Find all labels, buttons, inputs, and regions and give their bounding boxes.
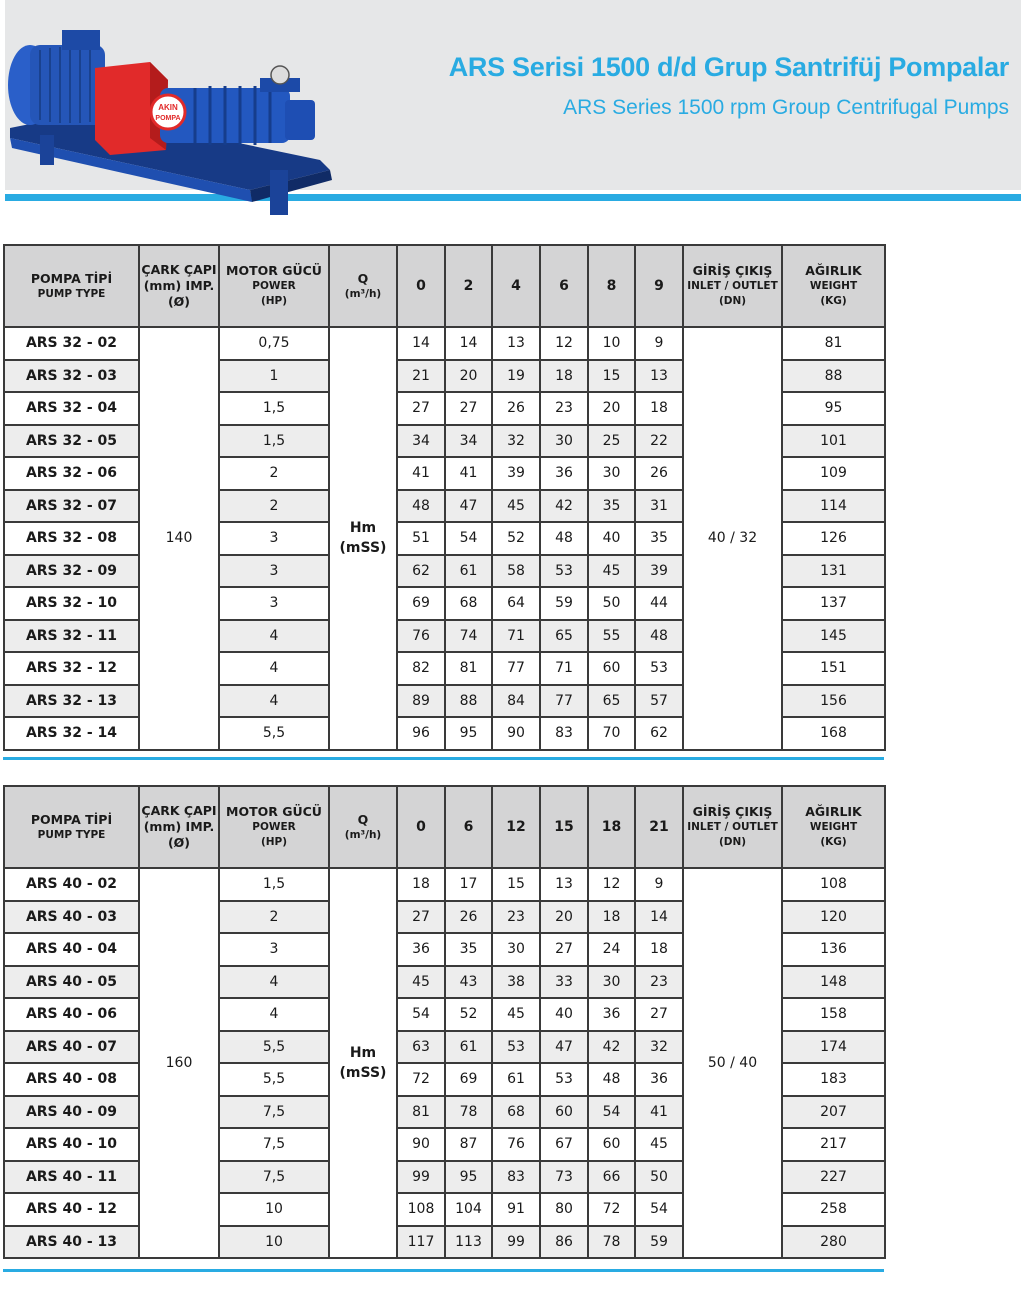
motor-power-cell: 7,5 xyxy=(219,1128,329,1161)
head-value-cell: 81 xyxy=(445,652,492,685)
motor-power-cell: 1,5 xyxy=(219,392,329,425)
motor-power-cell: 1,5 xyxy=(219,868,329,901)
brand-badge-line1: AKIN xyxy=(158,103,178,112)
head-value-cell: 27 xyxy=(397,392,445,425)
motor-power-cell: 4 xyxy=(219,966,329,999)
pump-type-cell: ARS 40 - 12 xyxy=(4,1193,139,1226)
head-value-cell: 41 xyxy=(635,1096,683,1129)
head-value-cell: 20 xyxy=(588,392,635,425)
head-value-cell: 51 xyxy=(397,522,445,555)
head-value-cell: 48 xyxy=(397,490,445,523)
head-label-cell xyxy=(329,868,397,1258)
weight-cell: 95 xyxy=(782,392,885,425)
motor-power-cell: 2 xyxy=(219,490,329,523)
head-value-cell: 21 xyxy=(397,360,445,393)
head-value-cell: 36 xyxy=(397,933,445,966)
weight-cell: 88 xyxy=(782,360,885,393)
head-value-cell: 20 xyxy=(540,901,588,934)
head-value-cell: 104 xyxy=(445,1193,492,1226)
head-value-cell: 54 xyxy=(397,998,445,1031)
header-pump-type: POMPA TİPİ PUMP TYPE xyxy=(4,245,139,327)
head-value-cell: 99 xyxy=(492,1226,540,1259)
head-value-cell: 67 xyxy=(540,1128,588,1161)
head-value-cell: 10 xyxy=(588,327,635,360)
motor-power-cell: 7,5 xyxy=(219,1096,329,1129)
head-value-cell: 27 xyxy=(397,901,445,934)
head-value-cell: 39 xyxy=(635,555,683,588)
header-flow-value: 6 xyxy=(540,245,588,327)
head-value-cell: 68 xyxy=(492,1096,540,1129)
head-value-cell: 52 xyxy=(445,998,492,1031)
header-impeller: ÇARK ÇAPI (mm) IMP. (Ø) xyxy=(139,245,219,327)
head-value-cell: 72 xyxy=(397,1063,445,1096)
header-flow-value: 4 xyxy=(492,245,540,327)
pump-type-cell: ARS 40 - 03 xyxy=(4,901,139,934)
head-value-cell: 27 xyxy=(635,998,683,1031)
head-value-cell: 33 xyxy=(540,966,588,999)
header-motor-power: MOTOR GÜCÜ POWER (HP) xyxy=(219,245,329,327)
weight-cell: 258 xyxy=(782,1193,885,1226)
head-value-cell: 30 xyxy=(588,457,635,490)
pump-type-cell: ARS 32 - 03 xyxy=(4,360,139,393)
head-value-cell: 17 xyxy=(445,868,492,901)
weight-cell: 158 xyxy=(782,998,885,1031)
head-value-cell: 62 xyxy=(635,717,683,750)
head-value-cell: 13 xyxy=(540,868,588,901)
motor-power-cell: 4 xyxy=(219,998,329,1031)
motor-power-cell: 4 xyxy=(219,652,329,685)
head-value-cell: 12 xyxy=(588,868,635,901)
header-flow: Q (m³/h) xyxy=(329,245,397,327)
table-row xyxy=(4,868,885,901)
head-value-cell: 27 xyxy=(540,933,588,966)
motor-power-cell: 5,5 xyxy=(219,1063,329,1096)
head-value-cell: 45 xyxy=(492,998,540,1031)
header-inlet-outlet: GİRİŞ ÇIKIŞ INLET / OUTLET (DN) xyxy=(683,786,782,868)
pump-type-cell: ARS 40 - 06 xyxy=(4,998,139,1031)
weight-cell: 136 xyxy=(782,933,885,966)
table-row xyxy=(4,327,885,360)
head-value-cell: 57 xyxy=(635,685,683,718)
head-value-cell: 18 xyxy=(588,901,635,934)
head-value-cell: 50 xyxy=(635,1161,683,1194)
head-value-cell: 77 xyxy=(540,685,588,718)
head-value-cell: 61 xyxy=(445,1031,492,1064)
pump-type-cell: ARS 32 - 13 xyxy=(4,685,139,718)
table-accent-line xyxy=(3,757,884,760)
weight-cell: 156 xyxy=(782,685,885,718)
head-value-cell: 96 xyxy=(397,717,445,750)
header-flow-value: 2 xyxy=(445,245,492,327)
weight-cell: 207 xyxy=(782,1096,885,1129)
head-value-cell: 72 xyxy=(588,1193,635,1226)
page-title: ARS Serisi 1500 d/d Grup Santrifüj Pompalar xyxy=(448,52,1009,82)
inlet-outlet-cell: 40 / 32 xyxy=(683,327,782,750)
head-unit: (mSS) xyxy=(339,1065,387,1081)
head-label: Hm xyxy=(349,1045,377,1061)
table-accent-line xyxy=(3,1269,884,1272)
head-value-cell: 42 xyxy=(540,490,588,523)
weight-cell: 174 xyxy=(782,1031,885,1064)
head-value-cell: 78 xyxy=(445,1096,492,1129)
weight-cell: 183 xyxy=(782,1063,885,1096)
pump-type-cell: ARS 32 - 06 xyxy=(4,457,139,490)
head-value-cell: 73 xyxy=(540,1161,588,1194)
motor-power-cell: 7,5 xyxy=(219,1161,329,1194)
pump-type-cell: ARS 32 - 08 xyxy=(4,522,139,555)
head-value-cell: 69 xyxy=(397,587,445,620)
head-value-cell: 59 xyxy=(635,1226,683,1259)
pump-type-cell: ARS 32 - 07 xyxy=(4,490,139,523)
head-label-cell xyxy=(329,327,397,750)
head-value-cell: 13 xyxy=(492,327,540,360)
head-value-cell: 18 xyxy=(635,933,683,966)
head-value-cell: 24 xyxy=(588,933,635,966)
head-value-cell: 20 xyxy=(445,360,492,393)
head-value-cell: 59 xyxy=(540,587,588,620)
head-value-cell: 83 xyxy=(540,717,588,750)
pump-type-cell: ARS 40 - 02 xyxy=(4,868,139,901)
head-value-cell: 18 xyxy=(540,360,588,393)
head-value-cell: 45 xyxy=(492,490,540,523)
head-value-cell: 62 xyxy=(397,555,445,588)
header-inlet-outlet: GİRİŞ ÇIKIŞ INLET / OUTLET (DN) xyxy=(683,245,782,327)
head-value-cell: 18 xyxy=(397,868,445,901)
head-value-cell: 53 xyxy=(540,555,588,588)
head-value-cell: 65 xyxy=(540,620,588,653)
brand-badge-line2: POMPA xyxy=(155,115,181,122)
pump-type-cell: ARS 40 - 09 xyxy=(4,1096,139,1129)
motor-power-cell: 3 xyxy=(219,933,329,966)
head-value-cell: 30 xyxy=(540,425,588,458)
weight-cell: 280 xyxy=(782,1226,885,1259)
weight-cell: 137 xyxy=(782,587,885,620)
head-value-cell: 70 xyxy=(588,717,635,750)
header-flow-value: 9 xyxy=(635,245,683,327)
pump-type-cell: ARS 32 - 10 xyxy=(4,587,139,620)
weight-cell: 81 xyxy=(782,327,885,360)
head-value-cell: 26 xyxy=(635,457,683,490)
header-flow-value: 21 xyxy=(635,786,683,868)
head-value-cell: 22 xyxy=(635,425,683,458)
head-value-cell: 53 xyxy=(635,652,683,685)
pump-product-image xyxy=(0,20,340,225)
head-value-cell: 30 xyxy=(588,966,635,999)
head-value-cell: 36 xyxy=(540,457,588,490)
head-value-cell: 15 xyxy=(492,868,540,901)
head-value-cell: 95 xyxy=(445,717,492,750)
head-value-cell: 84 xyxy=(492,685,540,718)
head-value-cell: 78 xyxy=(588,1226,635,1259)
head-value-cell: 91 xyxy=(492,1193,540,1226)
head-value-cell: 36 xyxy=(635,1063,683,1096)
pump-type-cell: ARS 32 - 05 xyxy=(4,425,139,458)
head-value-cell: 95 xyxy=(445,1161,492,1194)
motor-power-cell: 5,5 xyxy=(219,1031,329,1064)
motor-power-cell: 4 xyxy=(219,685,329,718)
pump-type-cell: ARS 40 - 04 xyxy=(4,933,139,966)
head-value-cell: 80 xyxy=(540,1193,588,1226)
weight-cell: 217 xyxy=(782,1128,885,1161)
motor-power-cell: 2 xyxy=(219,457,329,490)
head-value-cell: 45 xyxy=(588,555,635,588)
head-label: Hm xyxy=(349,520,377,537)
head-value-cell: 34 xyxy=(445,425,492,458)
head-value-cell: 39 xyxy=(492,457,540,490)
head-value-cell: 23 xyxy=(635,966,683,999)
weight-cell: 114 xyxy=(782,490,885,523)
head-value-cell: 41 xyxy=(397,457,445,490)
head-value-cell: 34 xyxy=(397,425,445,458)
motor-power-cell: 3 xyxy=(219,587,329,620)
header-pump-type: POMPA TİPİ PUMP TYPE xyxy=(4,786,139,868)
head-value-cell: 43 xyxy=(445,966,492,999)
head-value-cell: 38 xyxy=(492,966,540,999)
head-value-cell: 55 xyxy=(588,620,635,653)
head-value-cell: 25 xyxy=(588,425,635,458)
head-value-cell: 14 xyxy=(445,327,492,360)
head-value-cell: 117 xyxy=(397,1226,445,1259)
head-value-cell: 61 xyxy=(445,555,492,588)
head-value-cell: 81 xyxy=(397,1096,445,1129)
head-value-cell: 48 xyxy=(540,522,588,555)
header-flow-value: 0 xyxy=(397,786,445,868)
header-flow-value: 18 xyxy=(588,786,635,868)
head-value-cell: 83 xyxy=(492,1161,540,1194)
header-flow-value: 12 xyxy=(492,786,540,868)
header-flow: Q (m³/h) xyxy=(329,786,397,868)
weight-cell: 151 xyxy=(782,652,885,685)
head-value-cell: 76 xyxy=(397,620,445,653)
pump-type-cell: ARS 32 - 14 xyxy=(4,717,139,750)
header-impeller: ÇARK ÇAPI (mm) IMP. (Ø) xyxy=(139,786,219,868)
head-value-cell: 14 xyxy=(635,901,683,934)
head-value-cell: 108 xyxy=(397,1193,445,1226)
head-value-cell: 90 xyxy=(397,1128,445,1161)
motor-power-cell: 5,5 xyxy=(219,717,329,750)
head-value-cell: 60 xyxy=(588,652,635,685)
weight-cell: 101 xyxy=(782,425,885,458)
pump-type-cell: ARS 40 - 11 xyxy=(4,1161,139,1194)
head-value-cell: 53 xyxy=(540,1063,588,1096)
page-subtitle: ARS Series 1500 rpm Group Centrifugal Pumps xyxy=(563,96,1009,119)
head-value-cell: 14 xyxy=(397,327,445,360)
header-motor-power: MOTOR GÜCÜ POWER (HP) xyxy=(219,786,329,868)
pump-type-cell: ARS 40 - 07 xyxy=(4,1031,139,1064)
header-flow-value: 8 xyxy=(588,245,635,327)
head-value-cell: 60 xyxy=(540,1096,588,1129)
head-value-cell: 54 xyxy=(588,1096,635,1129)
head-value-cell: 18 xyxy=(635,392,683,425)
weight-cell: 131 xyxy=(782,555,885,588)
head-value-cell: 86 xyxy=(540,1226,588,1259)
head-value-cell: 32 xyxy=(635,1031,683,1064)
head-value-cell: 58 xyxy=(492,555,540,588)
head-value-cell: 47 xyxy=(540,1031,588,1064)
head-value-cell: 12 xyxy=(540,327,588,360)
head-value-cell: 48 xyxy=(635,620,683,653)
head-value-cell: 113 xyxy=(445,1226,492,1259)
motor-power-cell: 3 xyxy=(219,522,329,555)
head-value-cell: 45 xyxy=(635,1128,683,1161)
weight-cell: 120 xyxy=(782,901,885,934)
head-value-cell: 87 xyxy=(445,1128,492,1161)
head-value-cell: 82 xyxy=(397,652,445,685)
head-value-cell: 47 xyxy=(445,490,492,523)
head-value-cell: 68 xyxy=(445,587,492,620)
head-value-cell: 9 xyxy=(635,327,683,360)
weight-cell: 148 xyxy=(782,966,885,999)
head-value-cell: 76 xyxy=(492,1128,540,1161)
motor-power-cell: 1,5 xyxy=(219,425,329,458)
pump-type-cell: ARS 40 - 08 xyxy=(4,1063,139,1096)
head-value-cell: 26 xyxy=(445,901,492,934)
head-value-cell: 44 xyxy=(635,587,683,620)
head-value-cell: 30 xyxy=(492,933,540,966)
head-value-cell: 54 xyxy=(635,1193,683,1226)
head-value-cell: 15 xyxy=(588,360,635,393)
weight-cell: 126 xyxy=(782,522,885,555)
pump-type-cell: ARS 32 - 02 xyxy=(4,327,139,360)
head-value-cell: 64 xyxy=(492,587,540,620)
head-unit: (mSS) xyxy=(339,540,387,557)
pump-type-cell: ARS 40 - 10 xyxy=(4,1128,139,1161)
weight-cell: 227 xyxy=(782,1161,885,1194)
pump-type-cell: ARS 40 - 05 xyxy=(4,966,139,999)
head-value-cell: 40 xyxy=(540,998,588,1031)
motor-power-cell: 4 xyxy=(219,620,329,653)
head-value-cell: 88 xyxy=(445,685,492,718)
head-value-cell: 41 xyxy=(445,457,492,490)
pump-spec-table-ars40 xyxy=(3,785,886,1259)
header-weight: AĞIRLIK WEIGHT (KG) xyxy=(782,245,885,327)
head-value-cell: 99 xyxy=(397,1161,445,1194)
inlet-outlet-cell: 50 / 40 xyxy=(683,868,782,1258)
head-value-cell: 61 xyxy=(492,1063,540,1096)
head-value-cell: 23 xyxy=(492,901,540,934)
head-value-cell: 23 xyxy=(540,392,588,425)
pump-type-cell: ARS 32 - 09 xyxy=(4,555,139,588)
head-value-cell: 31 xyxy=(635,490,683,523)
motor-power-cell: 3 xyxy=(219,555,329,588)
header-flow-value: 6 xyxy=(445,786,492,868)
weight-cell: 108 xyxy=(782,868,885,901)
pump-type-cell: ARS 32 - 12 xyxy=(4,652,139,685)
pump-type-cell: ARS 32 - 04 xyxy=(4,392,139,425)
pump-type-cell: ARS 40 - 13 xyxy=(4,1226,139,1259)
header-flow-value: 0 xyxy=(397,245,445,327)
header-weight: AĞIRLIK WEIGHT (KG) xyxy=(782,786,885,868)
impeller-diameter-cell: 140 xyxy=(139,327,219,750)
head-value-cell: 35 xyxy=(588,490,635,523)
head-value-cell: 19 xyxy=(492,360,540,393)
weight-cell: 145 xyxy=(782,620,885,653)
head-value-cell: 42 xyxy=(588,1031,635,1064)
head-value-cell: 40 xyxy=(588,522,635,555)
motor-power-cell: 10 xyxy=(219,1226,329,1259)
head-value-cell: 9 xyxy=(635,868,683,901)
head-value-cell: 26 xyxy=(492,392,540,425)
head-value-cell: 74 xyxy=(445,620,492,653)
motor-power-cell: 2 xyxy=(219,901,329,934)
head-value-cell: 27 xyxy=(445,392,492,425)
head-value-cell: 35 xyxy=(445,933,492,966)
head-value-cell: 90 xyxy=(492,717,540,750)
head-value-cell: 36 xyxy=(588,998,635,1031)
head-value-cell: 71 xyxy=(492,620,540,653)
impeller-diameter-cell: 160 xyxy=(139,868,219,1258)
head-value-cell: 71 xyxy=(540,652,588,685)
head-value-cell: 69 xyxy=(445,1063,492,1096)
head-value-cell: 50 xyxy=(588,587,635,620)
head-value-cell: 60 xyxy=(588,1128,635,1161)
motor-power-cell: 0,75 xyxy=(219,327,329,360)
head-value-cell: 13 xyxy=(635,360,683,393)
head-value-cell: 32 xyxy=(492,425,540,458)
motor-power-cell: 1 xyxy=(219,360,329,393)
head-value-cell: 65 xyxy=(588,685,635,718)
head-value-cell: 77 xyxy=(492,652,540,685)
head-value-cell: 89 xyxy=(397,685,445,718)
pump-spec-table-ars32 xyxy=(3,244,886,751)
head-value-cell: 53 xyxy=(492,1031,540,1064)
head-value-cell: 66 xyxy=(588,1161,635,1194)
head-value-cell: 63 xyxy=(397,1031,445,1064)
weight-cell: 109 xyxy=(782,457,885,490)
head-value-cell: 35 xyxy=(635,522,683,555)
head-value-cell: 54 xyxy=(445,522,492,555)
head-value-cell: 45 xyxy=(397,966,445,999)
weight-cell: 168 xyxy=(782,717,885,750)
motor-power-cell: 10 xyxy=(219,1193,329,1226)
head-value-cell: 52 xyxy=(492,522,540,555)
pump-type-cell: ARS 32 - 11 xyxy=(4,620,139,653)
head-value-cell: 48 xyxy=(588,1063,635,1096)
header-flow-value: 15 xyxy=(540,786,588,868)
